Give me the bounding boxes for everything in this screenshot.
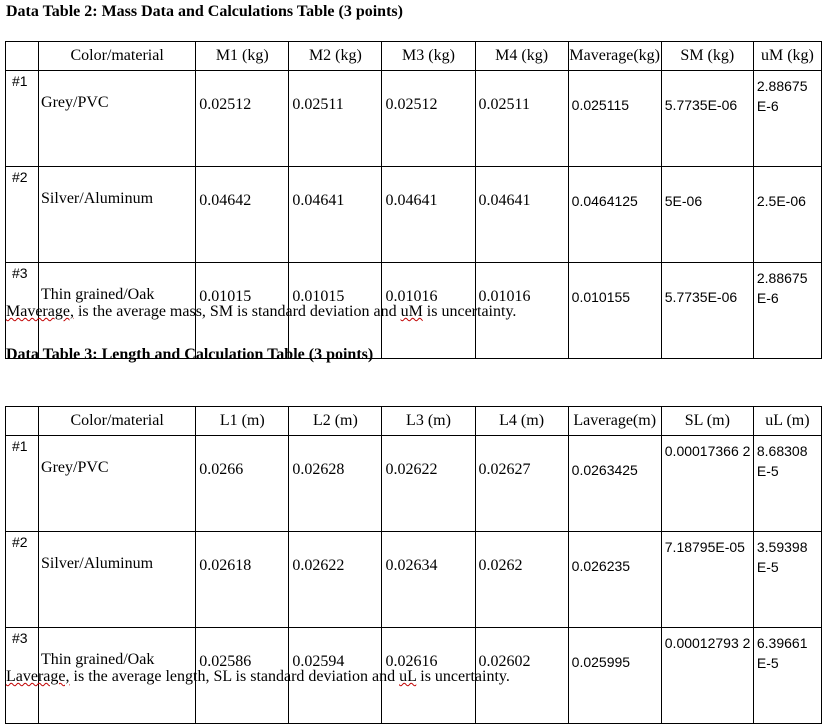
footnote-text: is the average length, — [69, 668, 214, 685]
footnote-term-average: Maverage, — [6, 303, 74, 320]
m3-cell: 0.02512 — [382, 71, 475, 167]
material-header: Color/material — [39, 42, 196, 71]
footnote-text: is standard deviation and — [231, 668, 400, 685]
footnote-text: is standard deviation and — [233, 303, 401, 320]
table2-heading: Data Table 2: Mass Data and Calculations Table (3 points) — [6, 3, 403, 20]
row-index: #2 — [6, 167, 39, 263]
material-cell: Silver/Aluminum — [39, 532, 196, 628]
std-dev-cell: 5E-06 — [661, 167, 753, 263]
lavg-header: Laverage(m) — [568, 407, 661, 436]
table2-footnote — [6, 303, 516, 321]
row-index: #3 — [6, 628, 39, 724]
index-header — [6, 407, 39, 436]
l1-cell: 0.0266 — [196, 436, 289, 532]
l2-header: L2 (m) — [289, 407, 382, 436]
l3-cell: 0.02622 — [382, 436, 475, 532]
material-header: Color/material — [39, 407, 196, 436]
average-cell: 0.026235 — [568, 532, 661, 628]
material-cell: Thin grained/Oak — [39, 628, 196, 724]
table-header-row — [6, 407, 822, 436]
footnote-term-u: uM — [400, 303, 423, 320]
m1-cell: 0.02512 — [196, 71, 289, 167]
std-dev-cell: 7.18795E-05 — [661, 532, 753, 628]
uncertainty-cell: 3.59398 E-5 — [753, 532, 821, 628]
sl-header: SL (m) — [661, 407, 753, 436]
l3-cell: 0.02634 — [382, 532, 475, 628]
uncertainty-cell: 2.5E-06 — [753, 167, 821, 263]
footnote-text: is uncertainty. — [422, 303, 517, 320]
m3-header: M3 (kg) — [382, 42, 475, 71]
l2-cell: 0.02622 — [289, 532, 382, 628]
m2-cell: 0.02511 — [289, 71, 382, 167]
l4-header: L4 (m) — [475, 407, 568, 436]
std-dev-cell: 5.7735E-06 — [661, 263, 753, 359]
average-cell: 0.025115 — [568, 71, 661, 167]
row-index: #3 — [6, 263, 39, 359]
l3-cell: 0.02616 — [382, 628, 475, 724]
footnote-term-average: Laverage, — [6, 668, 70, 685]
average-cell: 0.010155 — [568, 263, 661, 359]
l2-cell: 0.02628 — [289, 436, 382, 532]
m1-cell: 0.04642 — [196, 167, 289, 263]
std-dev-cell: 5.7735E-06 — [661, 71, 753, 167]
m2-cell: 0.04641 — [289, 167, 382, 263]
footnote-text: is uncertainty. — [416, 668, 510, 685]
footnote-term-sd: SM — [209, 303, 234, 320]
l3-header: L3 (m) — [382, 407, 475, 436]
m4-cell: 0.01016 — [475, 263, 568, 359]
material-cell: Grey/PVC — [39, 436, 196, 532]
m3-cell: 0.01016 — [382, 263, 475, 359]
table3-footnote — [6, 668, 510, 686]
uncertainty-cell: 6.39661 E-5 — [753, 628, 821, 724]
um-header: uM (kg) — [753, 42, 821, 71]
table-row — [6, 167, 822, 263]
footnote-term-sd: SL — [213, 668, 232, 685]
m2-cell: 0.01015 — [289, 263, 382, 359]
m4-header: M4 (kg) — [475, 42, 568, 71]
l2-cell: 0.02594 — [289, 628, 382, 724]
table-row — [6, 71, 822, 167]
material-cell: Thin grained/Oak — [39, 263, 196, 359]
mavg-header: Maverage(kg) — [568, 42, 661, 71]
l4-cell: 0.02627 — [475, 436, 568, 532]
material-cell: Grey/PVC — [39, 71, 196, 167]
l1-header: L1 (m) — [196, 407, 289, 436]
uncertainty-cell: 2.88675 E-6 — [753, 71, 821, 167]
l1-cell: 0.02586 — [196, 628, 289, 724]
m3-cell: 0.04641 — [382, 167, 475, 263]
table-header-row — [6, 42, 822, 71]
m1-cell: 0.01015 — [196, 263, 289, 359]
table-row — [6, 532, 822, 628]
l4-cell: 0.02602 — [475, 628, 568, 724]
sm-header: SM (kg) — [661, 42, 753, 71]
std-dev-cell: 0.00012793 2 — [661, 628, 753, 724]
average-cell: 0.0464125 — [568, 167, 661, 263]
average-cell: 0.025995 — [568, 628, 661, 724]
row-index: #1 — [6, 436, 39, 532]
m4-cell: 0.04641 — [475, 167, 568, 263]
m2-header: M2 (kg) — [289, 42, 382, 71]
uncertainty-cell: 8.68308 E-5 — [753, 436, 821, 532]
average-cell: 0.0263425 — [568, 436, 661, 532]
uncertainty-cell: 2.88675 E-6 — [753, 263, 821, 359]
footnote-term-u: uL — [399, 668, 417, 685]
std-dev-cell: 0.00017366 2 — [661, 436, 753, 532]
row-index: #1 — [6, 71, 39, 167]
m4-cell: 0.02511 — [475, 71, 568, 167]
table3-heading: Data Table 3: Length and Calculation Table (3 points) — [6, 346, 374, 363]
index-header — [6, 42, 39, 71]
table-row — [6, 436, 822, 532]
ul-header: uL (m) — [753, 407, 821, 436]
row-index: #2 — [6, 532, 39, 628]
m1-header: M1 (kg) — [196, 42, 289, 71]
material-cell: Silver/Aluminum — [39, 167, 196, 263]
l4-cell: 0.0262 — [475, 532, 568, 628]
footnote-text: is the average mass, — [73, 303, 210, 320]
l1-cell: 0.02618 — [196, 532, 289, 628]
